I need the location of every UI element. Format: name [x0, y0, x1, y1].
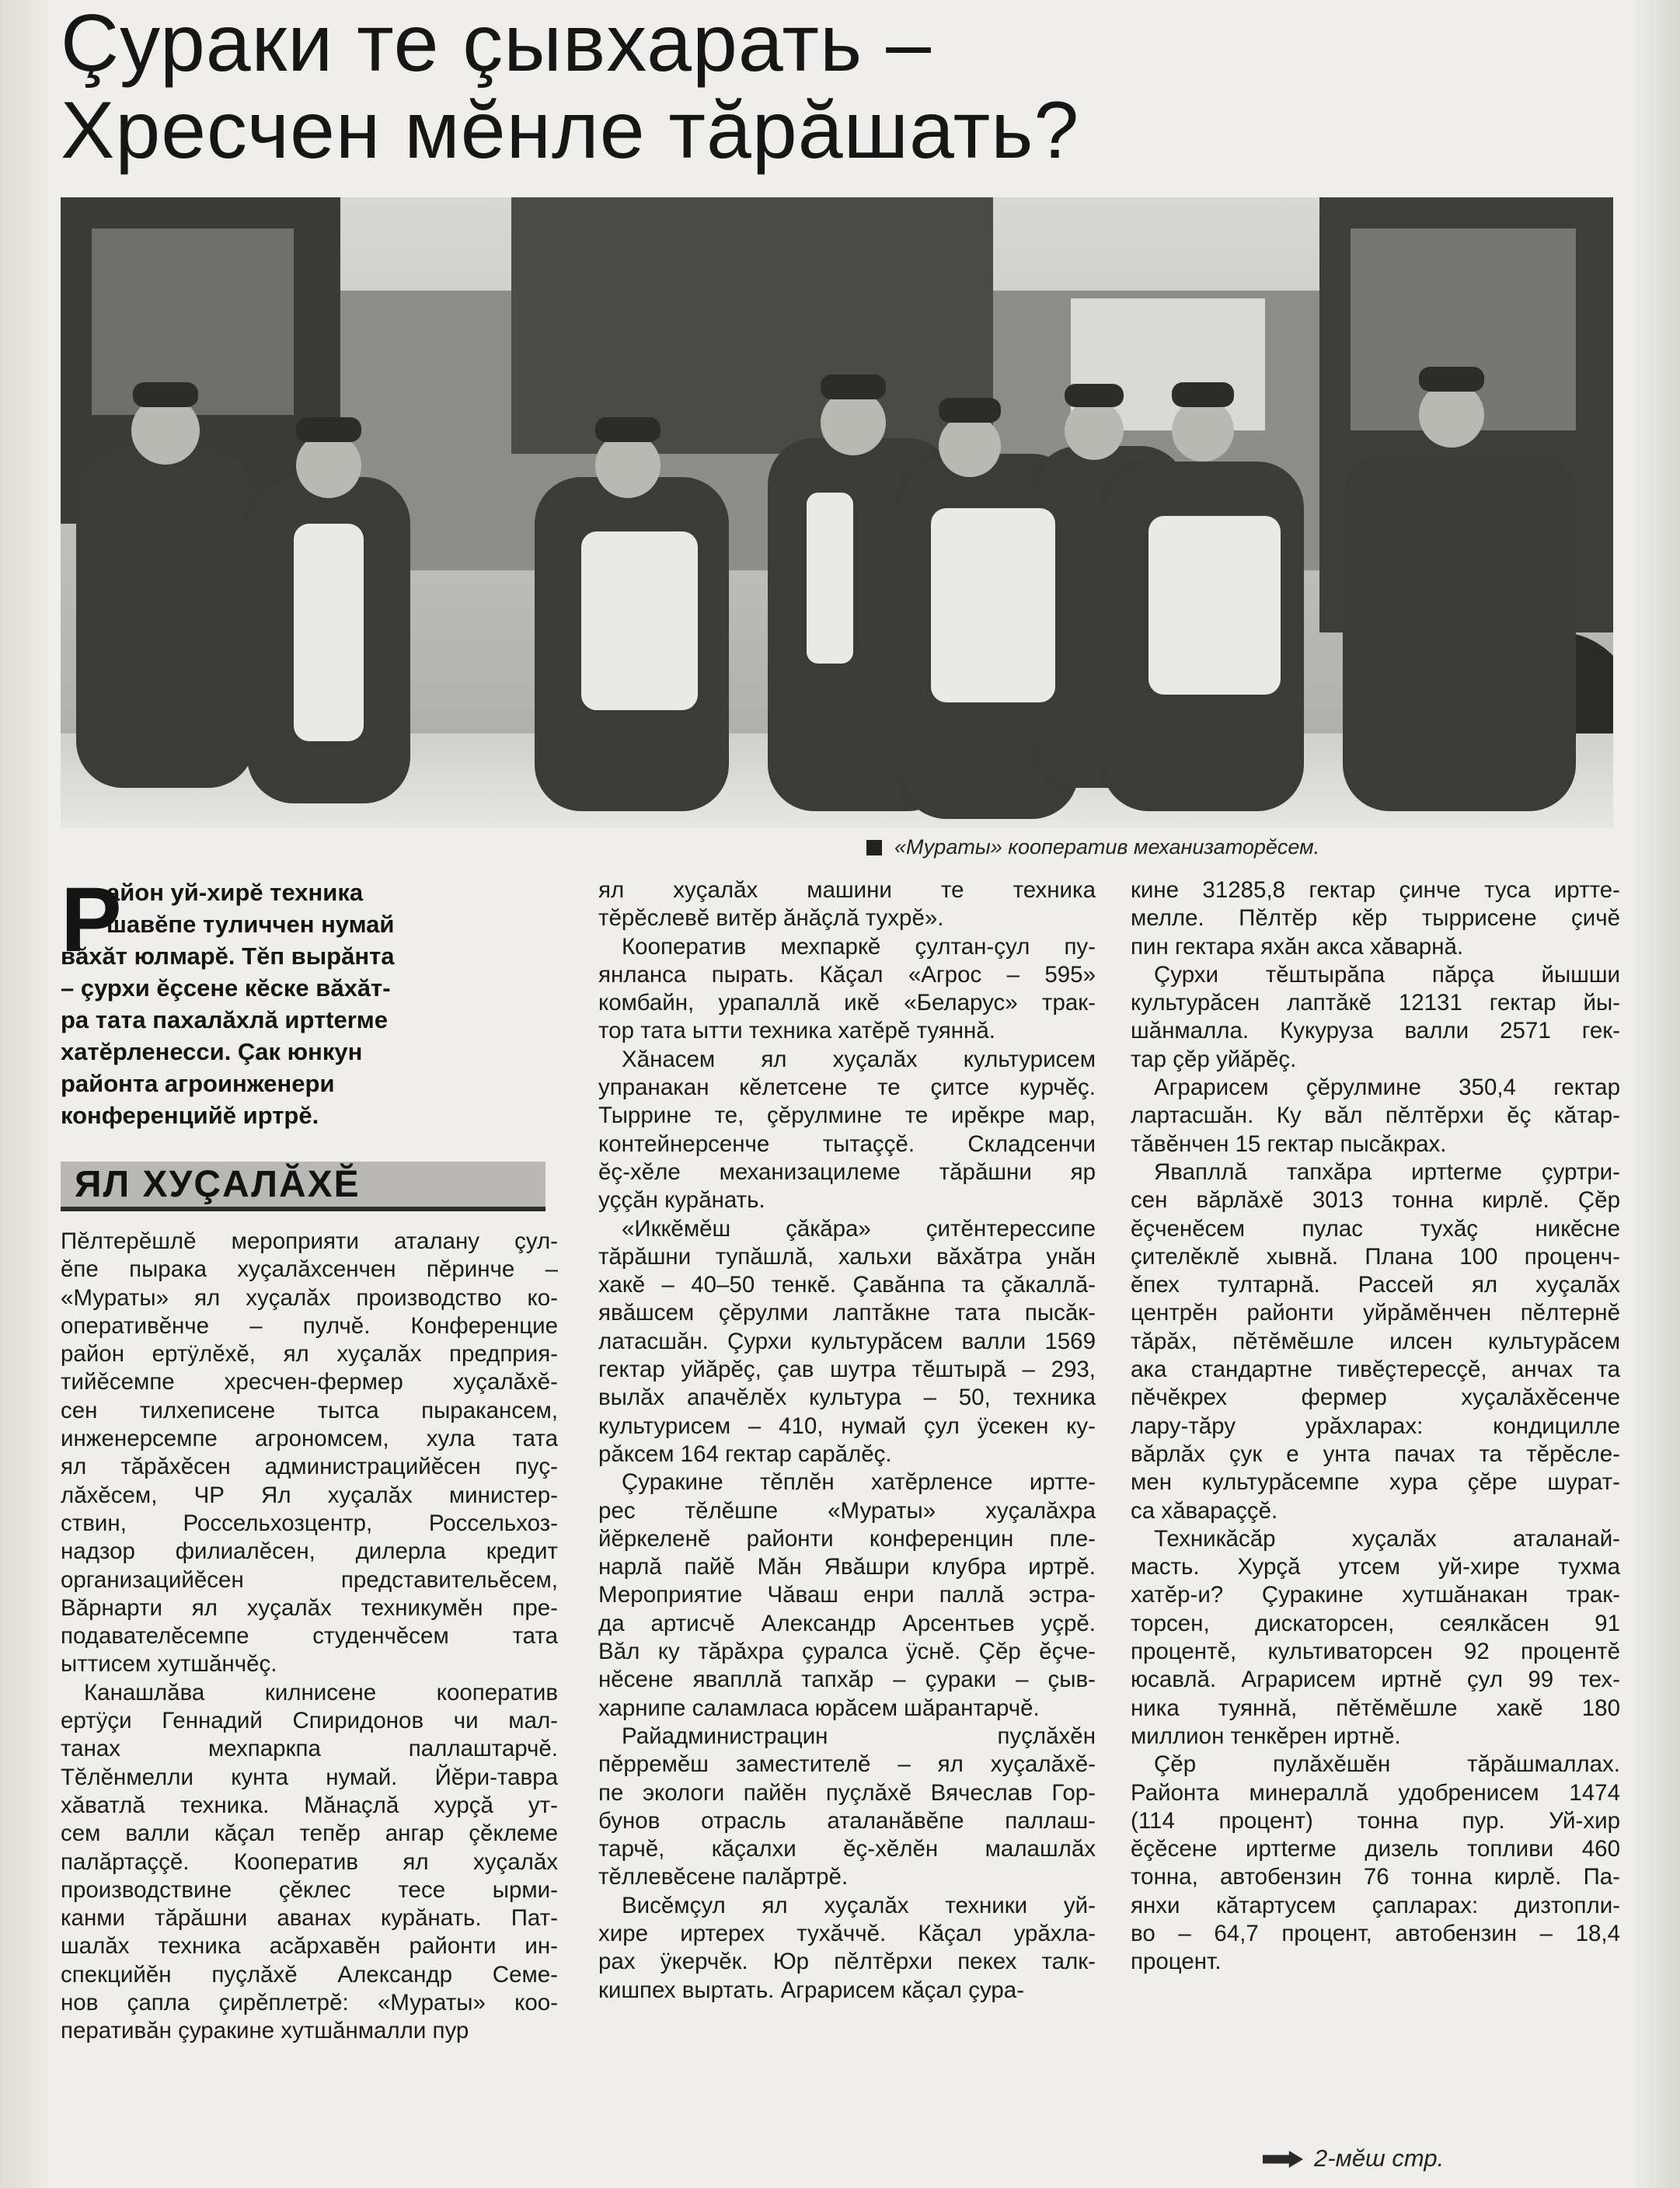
article-line: процент. — [1131, 1949, 1222, 1975]
article-line: хакĕ – 40–50 тенкĕ. Çавăнпа та çăкаллă- — [598, 1272, 1096, 1298]
article-line: хатĕр-и? Çуракине хутшăнакан трак- — [1131, 1582, 1620, 1608]
article-line: тонна, автобензин 76 тонна кирлĕ. Па- — [1131, 1864, 1620, 1890]
article-line: ыттисем хутшăнчĕç. — [61, 1651, 277, 1678]
article-line: рес тĕлĕшпе «Мураты» хуçалăхра — [598, 1497, 1096, 1524]
article-line: да артисчĕ Александр Арсентьев уçрĕ. — [598, 1610, 1096, 1636]
article-line: ĕпе пырака хуçалăхсенчен пĕринче – — [61, 1256, 558, 1283]
article-line: ĕç-хĕле механизацилеме тăрăшни яр — [598, 1158, 1096, 1185]
article-line: танах мехпаркпа паллаштарчĕ. — [61, 1736, 558, 1762]
article-line: перативăн çуракине хутшăнмалли пур — [61, 2018, 469, 2044]
article-line: Райадминистрацин пуçлăхĕн — [622, 1723, 1096, 1749]
article-line: лару-тăру урăхларах: кондицилле — [1131, 1413, 1620, 1439]
article-line: «Мураты» ял хуçалăх производство ко- — [61, 1284, 558, 1311]
article-line: латасшăн. Çурхи культурăсем валли 1569 — [598, 1328, 1096, 1354]
article-line: миллион тенкĕрен иртнĕ. — [1131, 1723, 1401, 1749]
article-line: са хăвараççĕ. — [1131, 1497, 1278, 1524]
article-line: «Иккĕмĕш çăкăра» çитĕнтерессипе — [622, 1215, 1096, 1242]
lead-paragraph — [61, 876, 557, 1131]
lead-line: районта агроинженери — [61, 1070, 335, 1097]
article-line: çителĕклĕ хывнă. Плана 100 проценч- — [1131, 1243, 1620, 1270]
article-line: явăшсем çĕрулми лаптăкне тата пысăк- — [598, 1300, 1096, 1326]
article-line: упранакан кĕлетсене те çитсе курчĕç. — [598, 1075, 1096, 1101]
article-line: пĕчĕкрех фермер хуçалăхĕсенче — [1131, 1385, 1620, 1411]
arrow-right-icon — [1263, 2151, 1303, 2168]
article-line: Висĕмçул ял хуçалăх техники уй- — [622, 1892, 1096, 1918]
article-line: гектар уйăрĕç, çав шутра тĕштырă – 293, — [598, 1357, 1096, 1383]
article-line: Тĕлĕнмелли кунта нумай. Йĕри-тавра — [61, 1764, 558, 1790]
section-rubric-label: ЯЛ ХУÇАЛĂХĔ — [75, 1164, 361, 1205]
article-line: тор тата ытти техника хатĕрĕ туяннă. — [598, 1018, 995, 1044]
article-line: тĕрĕслевĕ витĕр ăнăçлă тухрĕ». — [598, 905, 944, 932]
page-edge-left — [0, 0, 48, 2188]
article-line: торсен, дискаторсен, сеялкăсен 91 — [1131, 1610, 1620, 1636]
article-line: тĕллевĕсене палăртрĕ. — [598, 1864, 849, 1890]
article-line: во – 64,7 процент, автобензин – 18,4 — [1131, 1920, 1620, 1946]
article-line: тар çĕр уйăрĕç. — [1131, 1046, 1297, 1072]
article-line: лартасшăн. Ку вăл пĕлтĕрхи ĕç кăтар- — [1131, 1103, 1620, 1129]
article-line: вăрлăх çук е унта пачах та тĕрĕсле- — [1131, 1441, 1620, 1467]
article-line: рах ÿкерчĕк. Юр пĕлтĕрхи пекех талк- — [598, 1949, 1096, 1975]
lead-line: шавĕпе туличчен нумай — [106, 911, 395, 938]
article-line: пин гектара яхăн акса хăварнă. — [1131, 933, 1464, 960]
article-line: янланса пырать. Кăçал «Агрос – 595» — [598, 961, 1096, 988]
headline-line-1: Çураки те çывхарать – — [61, 0, 932, 89]
article-line: Явапллă тапхăра иртterме çуртри- — [1154, 1158, 1620, 1185]
article-line: вылăх апачĕлĕх культура – 50, техника — [598, 1385, 1096, 1411]
article-line: подавателĕсемпе студенчĕсем тата — [61, 1623, 558, 1650]
article-line: инженерсемпе агрономсем, хула тата — [61, 1426, 558, 1452]
article-line: сен вăрлăхĕ 3013 тонна кирлĕ. Çĕр — [1131, 1187, 1620, 1214]
lead-line: – çурхи ĕçсене кĕске вăхăт- — [61, 974, 391, 1002]
group-photo — [61, 197, 1613, 828]
article-line: Мероприятие Чăваш енри паллă эстра- — [598, 1582, 1096, 1608]
photo-illustration — [61, 197, 1613, 828]
article-line: Канашлăва килнисене кооператив — [84, 1679, 558, 1705]
article-line: надзор филиалĕсен, дилерла кредит — [61, 1538, 558, 1565]
article-line: канми тăрăшни аванах курăнать. Пат- — [61, 1905, 558, 1932]
article-line: Тыррине те, çĕрулмине те ирĕкре мар, — [598, 1103, 1096, 1129]
article-line: ертÿçи Геннадий Спиридонов чи мал- — [61, 1708, 558, 1734]
article-line: район ертÿлĕхĕ, ял хуçалăх предприя- — [61, 1341, 558, 1368]
article-line: кине 31285,8 гектар çинче туса иртте- — [1131, 877, 1620, 903]
article-line: хире иртерех тухăччĕ. Кăçал урăхла- — [598, 1920, 1096, 1946]
article-line: комбайн, урапаллă икĕ «Беларус» трак- — [598, 990, 1096, 1016]
article-line: кишпех выртать. Аграрисем кăçал çура- — [598, 1977, 1025, 2003]
article-line: Техникăсăр хуçалăх аталанай- — [1154, 1525, 1620, 1552]
article-line: Аграрисем çĕрулмине 350,4 гектар — [1154, 1075, 1620, 1101]
article-line: масть. Хурçă утсем уй-хире тухма — [1131, 1554, 1620, 1580]
article-line: ĕçĕсене иртterме дизель топливи 460 — [1131, 1836, 1620, 1862]
article-line: центрĕн районти уйрăмĕнчен пĕлтернĕ — [1131, 1300, 1620, 1326]
lead-line: айон уй-хирĕ техника — [106, 879, 364, 906]
article-line: палăртаççĕ. Кооператив ял хуçалăх — [61, 1848, 558, 1875]
lead-line: хатĕрленесси. Çак юнкун — [61, 1038, 363, 1065]
article-line: уççăн курăнать. — [598, 1187, 765, 1214]
article-line: йĕркеленĕ районти конференцин пле- — [598, 1525, 1096, 1552]
article-line: ял хуçалăх машини те техника — [598, 877, 1096, 903]
article-line: производствине çĕклес тесе ырми- — [61, 1876, 558, 1903]
article-line: лăхĕсем, ЧР Ял хуçалăх министер- — [61, 1482, 558, 1508]
article-line: Çуракине тĕплĕн хатĕрленсе иртте- — [622, 1469, 1096, 1496]
lead-dropcap: Р — [61, 869, 122, 971]
article-column-2 — [598, 876, 1096, 2005]
lead-line: ра тата пахалăхлă иртterме — [61, 1006, 388, 1033]
photo-caption — [866, 835, 1612, 859]
article-line: (114 процент) тонна пур. Уй-хир — [1131, 1807, 1620, 1834]
continued-page-label: 2-мĕш стр. — [1314, 2144, 1445, 2172]
caption-square-icon — [866, 840, 882, 855]
article-line: оперативĕнче – пулчĕ. Конференцие — [61, 1312, 558, 1339]
article-line: Çурхи тĕштырăпа пăрça йышши — [1154, 961, 1620, 988]
article-line: нов çапла çирĕплетрĕ: «Мураты» коо- — [61, 1990, 558, 2016]
article-line: Çĕр пулăхĕшĕн тăрăшмаллах. — [1154, 1751, 1620, 1778]
article-line: Хăнасем ял хуçалăх культурисем — [622, 1046, 1096, 1072]
article-line: Пĕлтерĕшлĕ мероприяти аталану çул- — [61, 1228, 558, 1254]
article-line: тийĕсемпе хресчен-фермер хуçалăхĕ- — [61, 1369, 558, 1395]
article-line: ял тăрăхĕсен администрацийĕсен пуç- — [61, 1454, 558, 1480]
article-line: спекцийĕн пуçлăхĕ Александр Семе- — [61, 1961, 558, 1988]
article-line: организацийĕсен представительĕсем, — [61, 1566, 558, 1593]
article-line: Районта минераллă удобренисем 1474 — [1131, 1779, 1620, 1806]
article-line: бунов отрасль аталанăвĕпе паллаш- — [598, 1807, 1096, 1834]
article-line: нĕсене явапллă тапхăр – çураки – çыв- — [598, 1667, 1096, 1693]
article-line: тăрăх, пĕтĕмĕшле илсен культурăсем — [1131, 1328, 1620, 1354]
article-line: рăксем 164 гектар сарăлĕç. — [598, 1441, 892, 1467]
article-column-3 — [1131, 876, 1620, 1977]
article-line: ĕçченĕсем пулас тухăç никĕсне — [1131, 1215, 1620, 1242]
headline-line-2: Хресчен мĕнле тăрăшать? — [61, 85, 1080, 176]
article-line: мен культурăсемпе хура çĕре шурат- — [1131, 1469, 1620, 1496]
lead-line: конференцийĕ иртрĕ. — [61, 1102, 319, 1129]
article-line: культурисем – 410, нумай çул ÿсекен ку- — [598, 1413, 1096, 1439]
article-line: харнипе саламласа юрăсем шăрантарчĕ. — [598, 1695, 1040, 1721]
headline — [61, 0, 1180, 174]
article-line: ака стандартне тивĕçтересçĕ, анчах та — [1131, 1357, 1620, 1383]
article-line: Кооператив мехпаркĕ çултан-çул пу- — [622, 933, 1096, 960]
article-line: нарлă пайĕ Мăн Явăшри клубра иртрĕ. — [598, 1554, 1096, 1580]
page-edge-right — [1635, 0, 1680, 2188]
article-line: сен тилхеписене тытса пыракансем, — [61, 1397, 558, 1423]
article-line: пе экологи пайĕн пуçлăхĕ Вячеслав Гор- — [598, 1779, 1096, 1806]
article-line: культурăсен лаптăкĕ 12131 гектар йы- — [1131, 990, 1620, 1016]
article-line: ствин, Россельхозцентр, Россельхоз- — [61, 1510, 558, 1536]
article-line: тăвĕнчен 15 гектар пысăкрах. — [1131, 1131, 1447, 1157]
article-line: мелле. Пĕлтĕр кĕр тыррисене çичĕ — [1131, 905, 1620, 932]
article-line: сем валли кăçал тепĕр ангар çĕклеме — [61, 1820, 558, 1847]
article-line: шăнмалла. Кукуруза валли 2571 гек- — [1131, 1018, 1620, 1044]
photo-caption-text: «Мураты» кооператив механизаторĕсем. — [894, 835, 1320, 859]
article-line: шалăх техника асăрхавĕн районти ин- — [61, 1933, 558, 1960]
article-line: хăватлă техника. Мăнаçлă хурçă ут- — [61, 1792, 558, 1818]
continued-note — [1263, 2144, 1496, 2172]
article-line: ника туяннă, пĕтĕмĕшле хакĕ 180 — [1131, 1695, 1620, 1721]
article-line: тăрăшни тупăшлă, хальхи вăхăтра унăн — [598, 1243, 1096, 1270]
lead-line: вăхăт юлмарĕ. Тĕп вырăнта — [61, 942, 395, 970]
article-line: ĕпех тултарнă. Рассей ял хуçалăх — [1131, 1272, 1620, 1298]
section-rubric — [61, 1162, 545, 1211]
article-line: Вăрнарти ял хуçалăх техникумĕн пре- — [61, 1594, 558, 1621]
article-line: пĕрремĕш заместителĕ – ял хуçалăхĕ- — [598, 1751, 1096, 1778]
article-line: янхи кăтартусем çапларах: дизтопли- — [1131, 1892, 1620, 1918]
article-line: контейнерсенче тытаççĕ. Складсенчи — [598, 1131, 1096, 1157]
article-column-1 — [61, 1228, 558, 2046]
article-line: тарчĕ, кăçалхи ĕç-хĕлĕн малашлăх — [598, 1836, 1096, 1862]
article-line: процентĕ, культиваторсен 92 процентĕ — [1131, 1639, 1620, 1665]
article-line: юсавлă. Аграрисем иртнĕ çул 99 тех- — [1131, 1667, 1620, 1693]
article-line: Вăл ку тăрăхра çуралса ÿснĕ. Çĕр ĕçче- — [598, 1639, 1096, 1665]
